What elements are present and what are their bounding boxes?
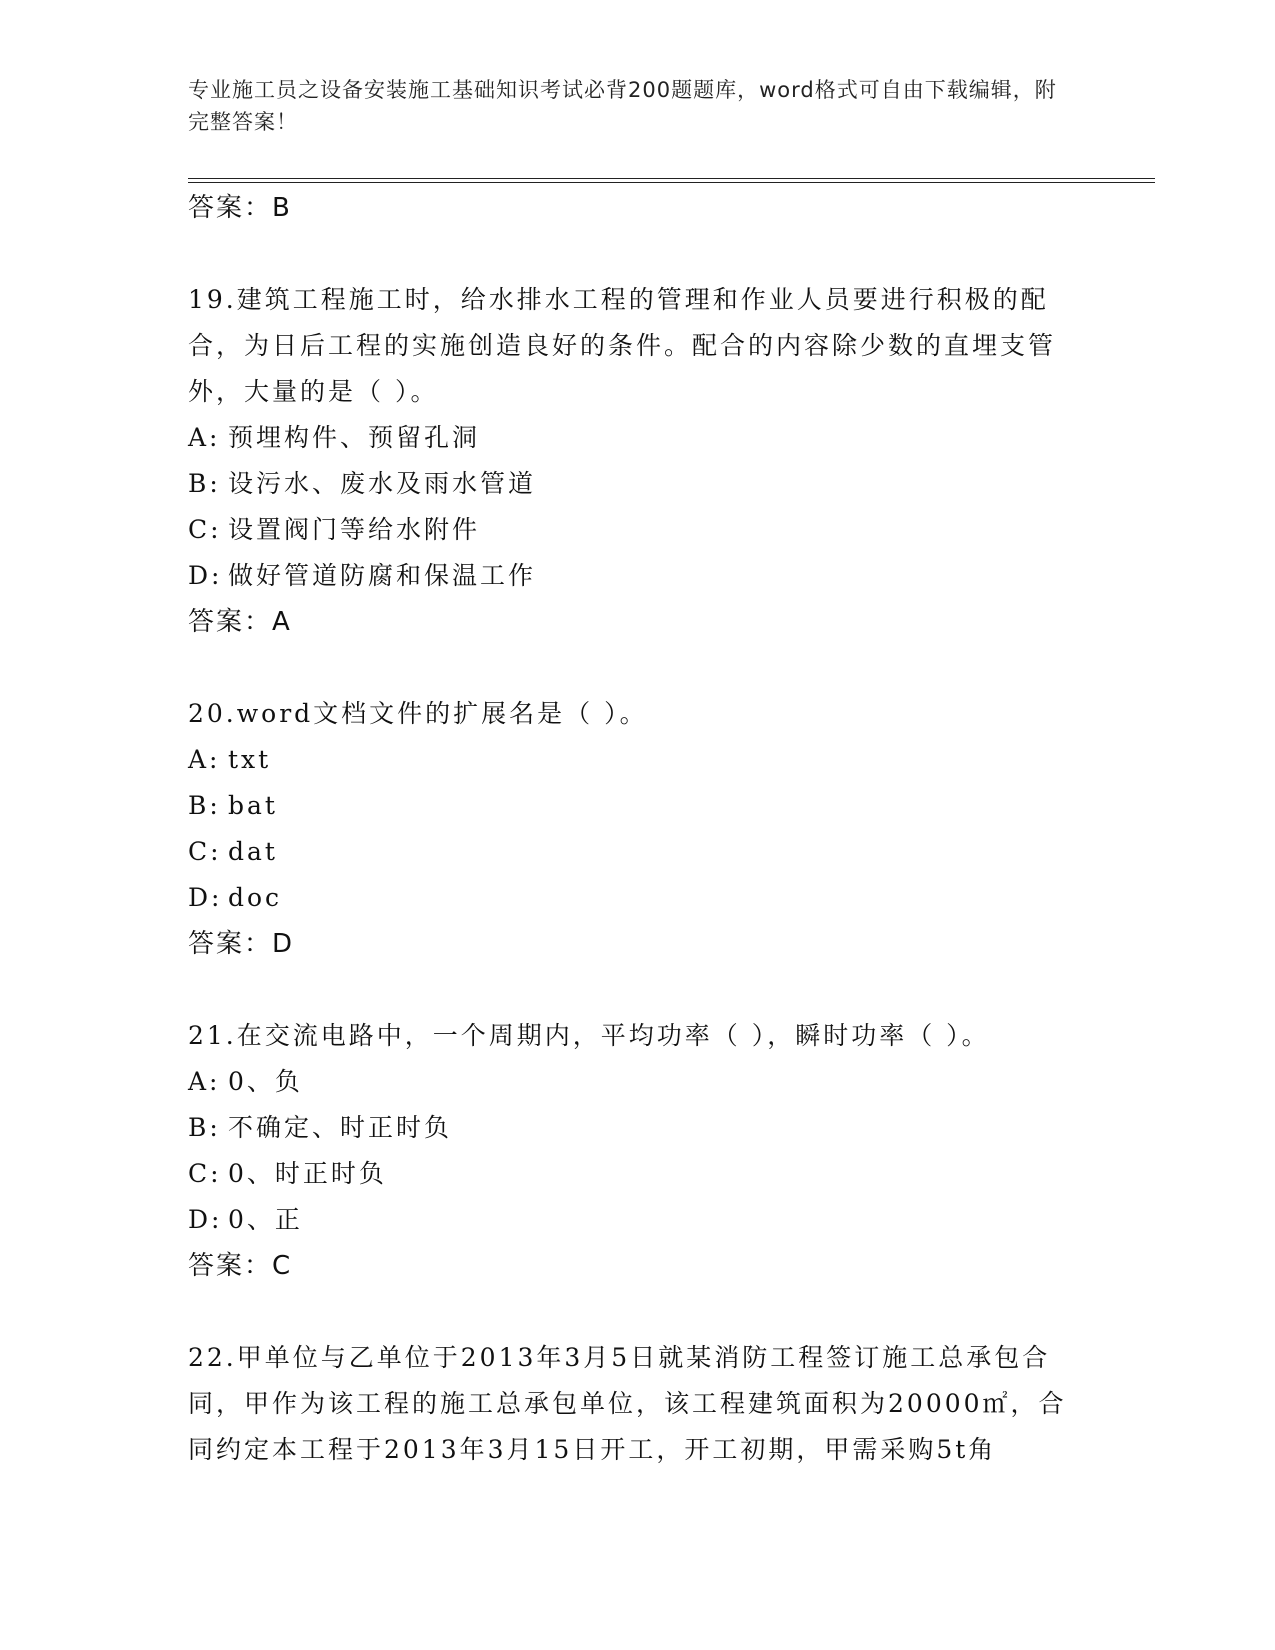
- question-stem: 22.甲单位与乙单位于2013年3月5日就某消防工程签订施工总承包合同，甲作为该工程的施工总承包单位，该工程建筑面积为20000㎡，合同约定本工程于2013年3月15日开工，开工初期，甲需采购5t角: [188, 1343, 1067, 1464]
- option-b: [188, 783, 1088, 829]
- question-stem: 21.在交流电路中，一个周期内，平均功率（ ），瞬时功率（ ）。: [188, 1021, 990, 1050]
- option-letter: D:: [188, 883, 223, 912]
- option-c: [188, 507, 1088, 553]
- option-text: 设污水、废水及雨水管道: [228, 469, 537, 498]
- page-header: 专业施工员之设备安装施工基础知识考试必背200题题库，word格式可自由下载编辑，附完整答案！: [188, 78, 1057, 134]
- option-letter: B:: [188, 791, 221, 820]
- option-text: doc: [228, 883, 283, 912]
- option-d: [188, 875, 1088, 921]
- option-text: bat: [228, 791, 278, 820]
- question-20: [188, 691, 1088, 967]
- option-letter: C:: [188, 1159, 222, 1188]
- option-a: [188, 415, 1088, 461]
- option-text: 0、正: [228, 1205, 303, 1234]
- question-stem: 19.建筑工程施工时，给水排水工程的管理和作业人员要进行积极的配合，为日后工程的实施创造良好的条件。配合的内容除少数的直埋支管外，大量的是（ ）。: [188, 285, 1057, 406]
- option-text: txt: [228, 745, 272, 774]
- question-answer: 答案：C: [188, 1251, 293, 1281]
- option-letter: D:: [188, 1205, 223, 1234]
- option-text: 0、时正时负: [228, 1159, 387, 1188]
- previous-answer: 答案：B: [188, 193, 292, 223]
- option-letter: A:: [188, 745, 221, 774]
- option-letter: B:: [188, 1113, 221, 1142]
- option-d: [188, 1197, 1088, 1243]
- option-letter: C:: [188, 837, 222, 866]
- question-content: [188, 185, 1088, 1473]
- option-text: 设置阀门等给水附件: [228, 515, 481, 544]
- option-letter: D:: [188, 561, 223, 590]
- option-a: [188, 737, 1088, 783]
- option-text: dat: [228, 837, 278, 866]
- option-a: [188, 1059, 1088, 1105]
- option-text: 不确定、时正时负: [228, 1113, 453, 1142]
- question-19: [188, 277, 1088, 645]
- header-divider-bottom: [188, 182, 1155, 183]
- option-letter: A:: [188, 1067, 221, 1096]
- option-c: [188, 829, 1088, 875]
- question-answer: 答案：D: [188, 929, 295, 959]
- question-answer: 答案：A: [188, 607, 292, 637]
- option-letter: C:: [188, 515, 222, 544]
- option-letter: A:: [188, 423, 221, 452]
- question-stem: 20.word文档文件的扩展名是（ ）。: [188, 699, 648, 728]
- option-text: 预埋构件、预留孔洞: [228, 423, 481, 452]
- option-b: [188, 461, 1088, 507]
- option-c: [188, 1151, 1088, 1197]
- option-b: [188, 1105, 1088, 1151]
- option-text: 做好管道防腐和保温工作: [228, 561, 537, 590]
- option-d: [188, 553, 1088, 599]
- question-21: [188, 1013, 1088, 1289]
- question-22: [188, 1335, 1088, 1473]
- header-divider-top: [188, 178, 1155, 179]
- option-text: 0、负: [228, 1067, 303, 1096]
- option-letter: B:: [188, 469, 221, 498]
